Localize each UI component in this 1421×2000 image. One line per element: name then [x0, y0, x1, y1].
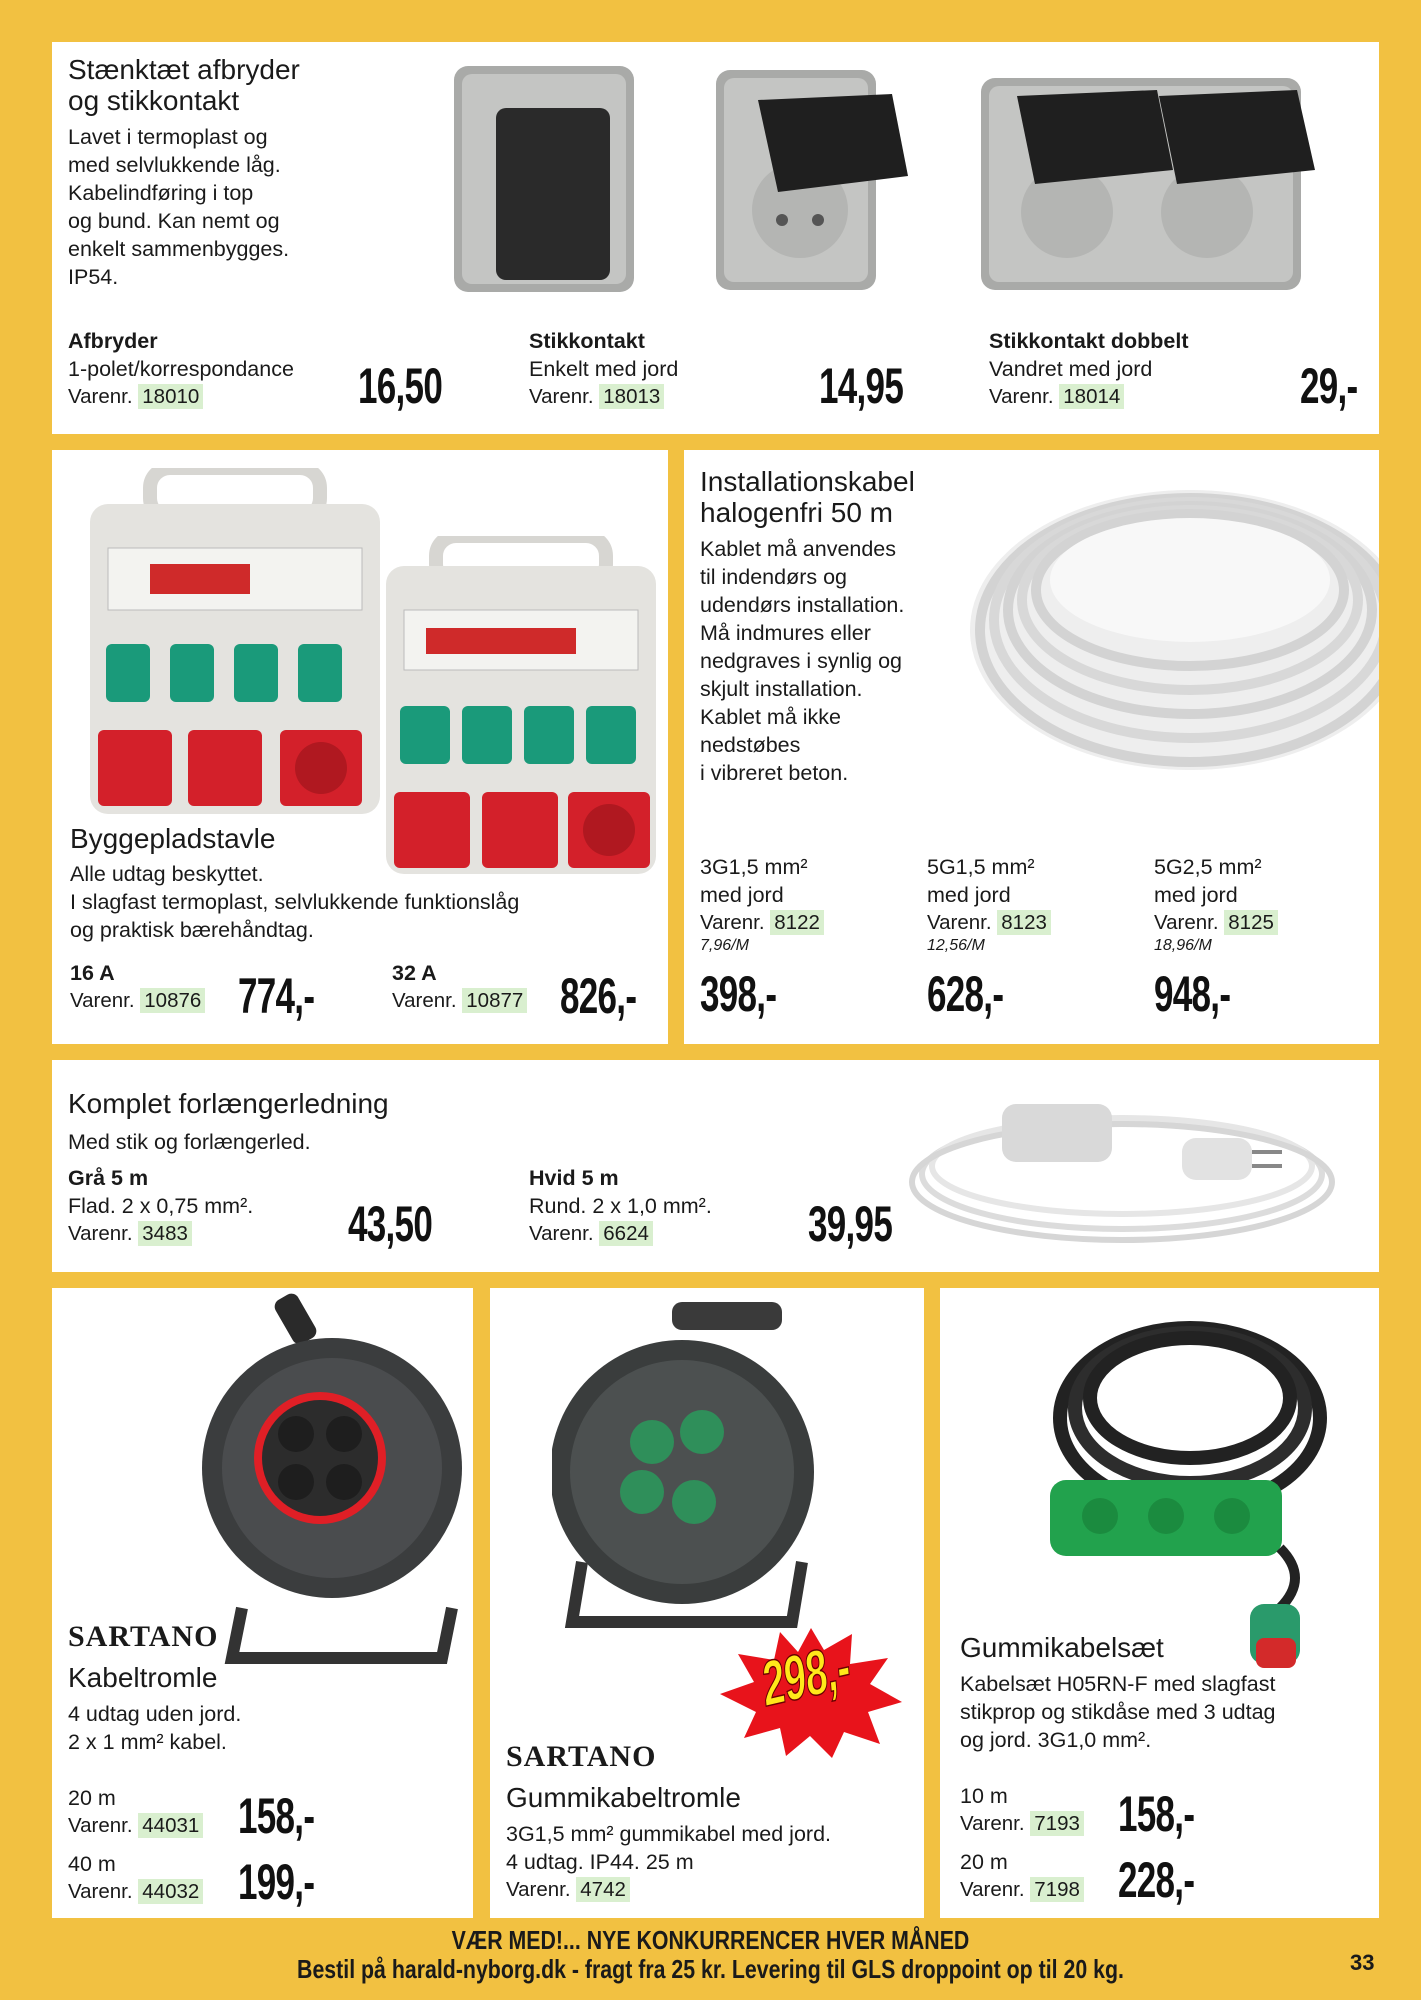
- varenr-label: Varenr.: [989, 385, 1054, 408]
- varenr-label: Varenr.: [529, 385, 594, 408]
- desc-line: med selvlukkende låg.: [68, 153, 281, 177]
- product-description: [960, 1670, 1276, 1754]
- desc-line: nedgraves i synlig og: [700, 649, 902, 673]
- price-per-meter: 7,96/M: [700, 937, 749, 954]
- double-socket-image: [977, 60, 1337, 300]
- item-name: Stikkontakt: [529, 329, 645, 353]
- varenr-label: Varenr.: [68, 385, 133, 408]
- price-5g25: 948,-: [1154, 966, 1231, 1022]
- price-per-meter: 18,96/M: [1154, 937, 1212, 954]
- varenr-label: Varenr.: [70, 989, 135, 1012]
- varenr-number: 6624: [599, 1221, 653, 1246]
- desc-line: nedstøbes: [700, 733, 801, 757]
- desc-line: skjult installation.: [700, 677, 863, 701]
- desc-line: og bund. Kan nemt og: [68, 209, 280, 233]
- price-40m: 199,-: [238, 1854, 315, 1910]
- item-jord: med jord: [1154, 883, 1238, 907]
- item-name: Afbryder: [68, 329, 158, 353]
- panel-construction-board: [52, 450, 668, 1044]
- varenr-number: 18014: [1059, 384, 1124, 409]
- item-desc: Vandret med jord: [989, 357, 1153, 381]
- brand-logo: SARTANO: [506, 1740, 657, 1773]
- desc-line: og jord. 3G1,0 mm².: [960, 1728, 1152, 1752]
- price-stikkontakt: 14,95: [819, 358, 904, 414]
- desc-line: Kablet må anvendes: [700, 537, 897, 561]
- footer-line-2: Bestil på harald-nyborg.dk - fragt fra 25 kr. Levering til GLS droppoint op til 20 kg.: [297, 1954, 1124, 1984]
- title-line-2: halogenfri 50 m: [700, 497, 894, 528]
- page-number: 33: [1350, 1950, 1375, 1975]
- desc-line: enkelt sammenbygges.: [68, 237, 290, 261]
- extension-cord-image: [882, 1074, 1362, 1254]
- varenr-number: 7198: [1030, 1877, 1084, 1902]
- brand-logo: SARTANO: [68, 1620, 219, 1653]
- item-name: 20 m: [960, 1850, 1008, 1874]
- product-item-5g15: [927, 853, 1051, 955]
- varenr-number: 4742: [576, 1877, 630, 1902]
- item-desc: 1-polet/korrespondance: [68, 357, 294, 381]
- panel-rubber-cable-set: [940, 1288, 1379, 1918]
- varenr-number: 7193: [1030, 1811, 1084, 1836]
- varenr-label: Varenr.: [68, 1222, 133, 1245]
- product-item-5g25: [1154, 853, 1278, 955]
- desc-line: Må indmures eller: [700, 621, 871, 645]
- item-name: Hvid 5 m: [529, 1166, 619, 1190]
- item-desc: Enkelt med jord: [529, 357, 679, 381]
- product-item-32a: [392, 959, 527, 1015]
- item-name: Grå 5 m: [68, 1166, 149, 1190]
- varenr-number: 8125: [1224, 910, 1278, 935]
- title: Byggepladstavle: [70, 823, 276, 854]
- price-20m: 228,-: [1118, 1852, 1195, 1908]
- footer-line-1: VÆR MED!... NYE KONKURRENCER HVER MÅNED: [451, 1925, 970, 1955]
- title-line-1: Installationskabel: [700, 466, 915, 497]
- title-line-1: Stænktæt afbryder: [68, 54, 300, 85]
- product-item-20m: [68, 1784, 203, 1840]
- desc-line: Lavet i termoplast og: [68, 125, 268, 149]
- varenr-label: Varenr.: [68, 1880, 133, 1903]
- varenr: [506, 1876, 630, 1904]
- construction-board-small-image: [386, 536, 656, 876]
- varenr-number: 8123: [997, 910, 1051, 935]
- item-desc: Rund. 2 x 1,0 mm².: [529, 1194, 712, 1218]
- varenr-label: Varenr.: [700, 911, 765, 934]
- product-description: [70, 860, 519, 944]
- item-name: 16 A: [70, 961, 115, 985]
- varenr-label: Varenr.: [392, 989, 457, 1012]
- price-white: 39,95: [808, 1196, 893, 1252]
- varenr-label: Varenr.: [927, 911, 992, 934]
- product-description: [68, 123, 289, 291]
- desc-line: 4 udtag. IP44. 25 m: [506, 1850, 694, 1874]
- item-name: 10 m: [960, 1784, 1008, 1808]
- item-desc: Flad. 2 x 0,75 mm².: [68, 1194, 254, 1218]
- price-per-meter: 12,56/M: [927, 937, 985, 954]
- desc-line: Kabelindføring i top: [68, 181, 254, 205]
- varenr-label: Varenr.: [529, 1222, 594, 1245]
- varenr-label: Varenr.: [506, 1878, 571, 1901]
- product-item-16a: [70, 959, 205, 1015]
- panel-installation-cable: [684, 450, 1379, 1044]
- rubber-cable-set-image: [1030, 1308, 1330, 1678]
- varenr-label: Varenr.: [960, 1812, 1025, 1835]
- varenr-number: 10877: [462, 988, 527, 1013]
- price-5g15: 628,-: [927, 966, 1004, 1022]
- price-gray: 43,50: [348, 1196, 433, 1252]
- desc-line: Kablet må ikke: [700, 705, 842, 729]
- construction-board-large-image: [90, 468, 380, 818]
- product-item-stikkontakt-dobbelt: [989, 327, 1188, 411]
- single-socket-image: [712, 60, 912, 300]
- price-16a: 774,-: [238, 968, 315, 1024]
- product-item-10m: [960, 1782, 1084, 1838]
- varenr-number: 44031: [138, 1813, 203, 1838]
- panel-splash-proof-switch: [52, 42, 1379, 434]
- desc-line: udendørs installation.: [700, 593, 905, 617]
- desc-line: Kabelsæt H05RN-F med slagfast: [960, 1672, 1276, 1696]
- panel-cable-reel: [52, 1288, 473, 1918]
- price-20m: 158,-: [238, 1788, 315, 1844]
- price-stikkontakt-dobbelt: 29,-: [1300, 358, 1358, 414]
- title: Kabeltromle: [68, 1662, 218, 1693]
- item-spec: 5G1,5 mm²: [927, 855, 1035, 879]
- item-spec: 3G1,5 mm²: [700, 855, 808, 879]
- varenr-number: 3483: [138, 1221, 192, 1246]
- desc-line: 2 x 1 mm² kabel.: [68, 1730, 227, 1754]
- price-32a: 826,-: [560, 968, 637, 1024]
- desc-line: og praktisk bærehåndtag.: [70, 918, 314, 942]
- item-name: 20 m: [68, 1786, 116, 1810]
- cable-reel-image: [202, 1288, 472, 1668]
- product-description: [68, 1700, 241, 1756]
- varenr-number: 8122: [770, 910, 824, 935]
- desc-line: Alle udtag beskyttet.: [70, 862, 264, 886]
- varenr-label: Varenr.: [68, 1814, 133, 1837]
- varenr-number: 44032: [138, 1879, 203, 1904]
- desc-line: stikprop og stikdåse med 3 udtag: [960, 1700, 1276, 1724]
- title: Gummikabeltromle: [506, 1782, 741, 1813]
- switch-image: [450, 60, 640, 300]
- item-name: Stikkontakt dobbelt: [989, 329, 1189, 353]
- item-jord: med jord: [927, 883, 1011, 907]
- panel-extension-cord: [52, 1060, 1379, 1272]
- product-item-40m: [68, 1850, 203, 1906]
- product-description: [700, 535, 904, 787]
- varenr-number: 18010: [138, 384, 203, 409]
- varenr-label: Varenr.: [960, 1878, 1025, 1901]
- desc-line: til indendørs og: [700, 565, 847, 589]
- desc-line: IP54.: [68, 265, 119, 289]
- desc-line: i vibreret beton.: [700, 761, 849, 785]
- product-description: [506, 1820, 831, 1876]
- varenr-number: 18013: [599, 384, 664, 409]
- title: Gummikabelsæt: [960, 1632, 1164, 1663]
- item-name: 32 A: [392, 961, 437, 985]
- item-jord: med jord: [700, 883, 784, 907]
- price-10m: 158,-: [1118, 1786, 1195, 1842]
- item-name: 40 m: [68, 1852, 116, 1876]
- product-item-gray: [68, 1164, 253, 1248]
- product-item-afbryder: [68, 327, 294, 411]
- desc-line: 3G1,5 mm² gummikabel med jord.: [506, 1822, 831, 1846]
- rubber-cable-reel-image: [552, 1302, 822, 1632]
- price-burst: [720, 1628, 902, 1758]
- title: Komplet forlængerledning: [68, 1088, 389, 1119]
- footer: [0, 1926, 1421, 1984]
- product-item-3g15: [700, 853, 824, 955]
- product-item-white: [529, 1164, 712, 1248]
- panel-rubber-cable-reel: [490, 1288, 924, 1918]
- price-burst-value: 298,-: [759, 1629, 853, 1721]
- price-afbryder: 16,50: [358, 358, 443, 414]
- desc-line: 4 udtag uden jord.: [68, 1702, 242, 1726]
- cable-coil-image: [950, 470, 1379, 810]
- price-3g15: 398,-: [700, 966, 777, 1022]
- desc-line: I slagfast termoplast, selvlukkende funktionslåg: [70, 890, 520, 914]
- title-line-2: og stikkontakt: [68, 85, 240, 116]
- varenr-label: Varenr.: [1154, 911, 1219, 934]
- product-item-stikkontakt: [529, 327, 678, 411]
- item-spec: 5G2,5 mm²: [1154, 855, 1262, 879]
- varenr-number: 10876: [140, 988, 205, 1013]
- product-description: Med stik og forlængerled.: [68, 1130, 311, 1154]
- product-item-20m: [960, 1848, 1084, 1904]
